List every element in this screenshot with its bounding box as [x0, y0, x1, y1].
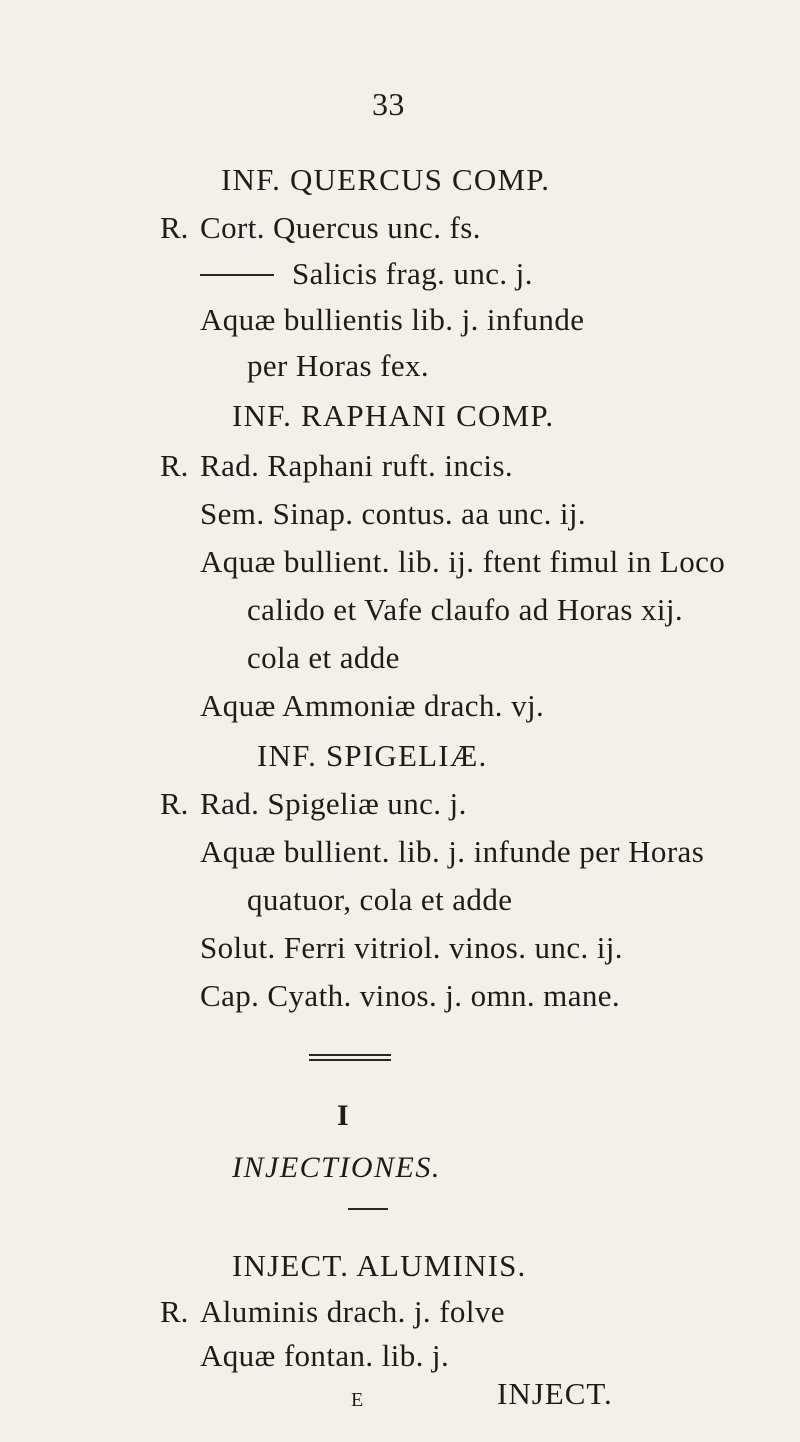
divider-rule [309, 1054, 391, 1056]
chapter-title: INJECTIONES. [232, 1151, 441, 1184]
recipe-line: Aquæ Ammoniæ drach. vj. [200, 688, 545, 723]
recipe-line: Rad. Spigeliæ unc. j. [200, 786, 467, 821]
recipe-line: quatuor, cola et adde [247, 882, 513, 917]
recipe-marker: R. [160, 210, 189, 245]
recipe-line: calido et Vafe claufo ad Horas xij. [247, 592, 684, 627]
short-rule [348, 1208, 388, 1210]
recipe-line: Aquæ bullient. lib. j. infunde per Horas [200, 834, 705, 869]
section-title-inject: INJECT. ALUMINIS. [232, 1248, 527, 1283]
divider-rule [309, 1059, 391, 1061]
recipe-line-text: Salicis frag. unc. j. [292, 256, 533, 291]
recipe-line: Solut. Ferri vitriol. vinos. unc. ij. [200, 930, 623, 965]
signature-mark: E [351, 1389, 364, 1411]
recipe-marker: R. [160, 448, 189, 483]
recipe-line: Rad. Raphani ruft. incis. [200, 448, 514, 483]
recipe-line: Cort. Quercus unc. fs. [200, 210, 481, 245]
recipe-line: per Horas fex. [247, 348, 430, 383]
section-title-quercus: INF. QUERCUS COMP. [221, 162, 551, 197]
recipe-line: Cap. Cyath. vinos. j. omn. mane. [200, 978, 621, 1013]
chapter-numeral: I [337, 1099, 350, 1132]
section-title-raphani: INF. RAPHANI COMP. [232, 398, 555, 433]
page-number: 33 [372, 86, 405, 122]
recipe-line: Aquæ fontan. lib. j. [200, 1338, 450, 1373]
recipe-marker: R. [160, 1294, 189, 1329]
recipe-line-continued [200, 254, 533, 294]
catchword: INJECT. [497, 1376, 613, 1411]
section-title-spigeliae: INF. SPIGELIÆ. [257, 738, 488, 773]
recipe-marker: R. [160, 786, 189, 821]
recipe-line: Aluminis drach. j. folve [200, 1294, 505, 1329]
recipe-line: Sem. Sinap. contus. aa unc. ij. [200, 496, 587, 531]
ditto-dash [200, 274, 274, 276]
recipe-line: Aquæ bullient. lib. ij. ftent fimul in Loco [200, 544, 726, 579]
recipe-line: cola et adde [247, 640, 400, 675]
recipe-line: Aquæ bullientis lib. j. infunde [200, 302, 585, 337]
